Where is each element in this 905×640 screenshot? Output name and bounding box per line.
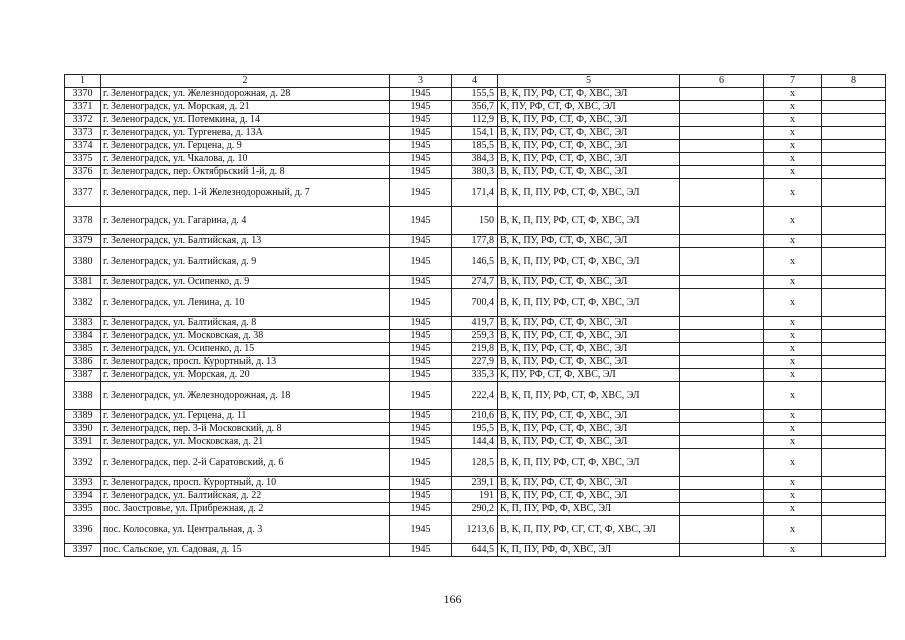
area-cell: 384,3 [452, 153, 498, 166]
col6-cell [680, 101, 764, 114]
year-cell: 1945 [390, 410, 452, 423]
row-number: 3375 [65, 153, 101, 166]
features-cell: В, К, ПУ, РФ, СТ, Ф, ХВС, ЭЛ [498, 436, 680, 449]
col7-cell: x [764, 276, 822, 289]
col8-cell [822, 369, 886, 382]
features-cell: В, К, ПУ, РФ, СТ, Ф, ХВС, ЭЛ [498, 317, 680, 330]
table-row [65, 88, 886, 101]
address-cell: г. Зеленоградск, ул. Тургенева, д. 13А [101, 127, 390, 140]
features-cell: В, К, П, ПУ, РФ, СГ, СТ, Ф, ХВС, ЭЛ [498, 516, 680, 544]
col7-cell: x [764, 544, 822, 557]
year-cell: 1945 [390, 88, 452, 101]
table-row [65, 207, 886, 235]
address-cell: г. Зеленоградск, ул. Морская, д. 21 [101, 101, 390, 114]
address-cell: г. Зеленоградск, ул. Московская, д. 21 [101, 436, 390, 449]
features-cell: В, К, П, ПУ, РФ, СТ, Ф, ХВС, ЭЛ [498, 179, 680, 207]
year-cell: 1945 [390, 449, 452, 477]
table-row [65, 503, 886, 516]
col8-cell [822, 88, 886, 101]
col8-cell [822, 317, 886, 330]
year-cell: 1945 [390, 330, 452, 343]
table-row [65, 140, 886, 153]
address-cell: г. Зеленоградск, ул. Железнодорожная, д. 28 [101, 88, 390, 101]
col7-cell: x [764, 127, 822, 140]
address-cell: г. Зеленоградск, пер. 2-й Саратовский, д. 6 [101, 449, 390, 477]
address-cell: г. Зеленоградск, пер. 1-й Железнодорожный, д. 7 [101, 179, 390, 207]
col6-cell [680, 343, 764, 356]
area-cell: 185,5 [452, 140, 498, 153]
features-cell: В, К, П, ПУ, РФ, СТ, Ф, ХВС, ЭЛ [498, 248, 680, 276]
table-row [65, 369, 886, 382]
col7-cell: x [764, 235, 822, 248]
area-cell: 144,4 [452, 436, 498, 449]
address-cell: г. Зеленоградск, ул. Железнодорожная, д. 18 [101, 382, 390, 410]
col6-cell [680, 330, 764, 343]
row-number: 3396 [65, 516, 101, 544]
area-cell: 227,9 [452, 356, 498, 369]
col7-cell: x [764, 140, 822, 153]
header-cell: 6 [680, 75, 764, 88]
area-cell: 155,5 [452, 88, 498, 101]
row-number: 3393 [65, 477, 101, 490]
col7-cell: x [764, 477, 822, 490]
col7-cell: x [764, 179, 822, 207]
row-number: 3385 [65, 343, 101, 356]
year-cell: 1945 [390, 503, 452, 516]
year-cell: 1945 [390, 544, 452, 557]
table-row [65, 330, 886, 343]
col8-cell [822, 140, 886, 153]
area-cell: 112,9 [452, 114, 498, 127]
area-cell: 259,3 [452, 330, 498, 343]
col6-cell [680, 449, 764, 477]
col6-cell [680, 153, 764, 166]
address-cell: г. Зеленоградск, просп. Курортный, д. 10 [101, 477, 390, 490]
table-row [65, 317, 886, 330]
area-cell: 128,5 [452, 449, 498, 477]
address-cell: г. Зеленоградск, ул. Ленина, д. 10 [101, 289, 390, 317]
row-number: 3388 [65, 382, 101, 410]
address-cell: г. Зеленоградск, ул. Гагарина, д. 4 [101, 207, 390, 235]
year-cell: 1945 [390, 248, 452, 276]
col6-cell [680, 235, 764, 248]
year-cell: 1945 [390, 382, 452, 410]
table-row [65, 356, 886, 369]
row-number: 3395 [65, 503, 101, 516]
housing-table [64, 74, 886, 557]
col7-cell: x [764, 88, 822, 101]
col8-cell [822, 490, 886, 503]
area-cell: 419,7 [452, 317, 498, 330]
col7-cell: x [764, 330, 822, 343]
row-number: 3382 [65, 289, 101, 317]
col8-cell [822, 289, 886, 317]
address-cell: г. Зеленоградск, ул. Осипенко, д. 15 [101, 343, 390, 356]
table-row [65, 449, 886, 477]
table-row [65, 477, 886, 490]
year-cell: 1945 [390, 179, 452, 207]
col6-cell [680, 356, 764, 369]
col7-cell: x [764, 114, 822, 127]
page-number: 166 [443, 592, 462, 606]
col6-cell [680, 369, 764, 382]
col8-cell [822, 248, 886, 276]
features-cell: В, К, ПУ, РФ, СТ, Ф, ХВС, ЭЛ [498, 140, 680, 153]
year-cell: 1945 [390, 516, 452, 544]
row-number: 3373 [65, 127, 101, 140]
col8-cell [822, 101, 886, 114]
area-cell: 171,4 [452, 179, 498, 207]
address-cell: пос. Колосовка, ул. Центральная, д. 3 [101, 516, 390, 544]
table-row [65, 153, 886, 166]
features-cell: В, К, ПУ, РФ, СТ, Ф, ХВС, ЭЛ [498, 127, 680, 140]
features-cell: В, К, ПУ, РФ, СТ, Ф, ХВС, ЭЛ [498, 343, 680, 356]
year-cell: 1945 [390, 166, 452, 179]
area-cell: 219,8 [452, 343, 498, 356]
col7-cell: x [764, 207, 822, 235]
col7-cell: x [764, 516, 822, 544]
row-number: 3371 [65, 101, 101, 114]
row-number: 3380 [65, 248, 101, 276]
col6-cell [680, 114, 764, 127]
col7-cell: x [764, 410, 822, 423]
col7-cell: x [764, 248, 822, 276]
features-cell: К, П, ПУ, РФ, Ф, ХВС, ЭЛ [498, 503, 680, 516]
features-cell: В, К, ПУ, РФ, СТ, Ф, ХВС, ЭЛ [498, 235, 680, 248]
year-cell: 1945 [390, 101, 452, 114]
address-cell: г. Зеленоградск, ул. Осипенко, д. 9 [101, 276, 390, 289]
year-cell: 1945 [390, 289, 452, 317]
row-number: 3387 [65, 369, 101, 382]
col7-cell: x [764, 317, 822, 330]
row-number: 3381 [65, 276, 101, 289]
col8-cell [822, 276, 886, 289]
address-cell: г. Зеленоградск, ул. Морская, д. 20 [101, 369, 390, 382]
col8-cell [822, 207, 886, 235]
header-row [65, 75, 886, 88]
col6-cell [680, 248, 764, 276]
row-number: 3376 [65, 166, 101, 179]
address-cell: г. Зеленоградск, ул. Московская, д. 38 [101, 330, 390, 343]
table-row [65, 114, 886, 127]
col6-cell [680, 166, 764, 179]
col8-cell [822, 410, 886, 423]
year-cell: 1945 [390, 153, 452, 166]
row-number: 3394 [65, 490, 101, 503]
col6-cell [680, 490, 764, 503]
col6-cell [680, 516, 764, 544]
col7-cell: x [764, 153, 822, 166]
header-cell: 3 [390, 75, 452, 88]
table-row [65, 127, 886, 140]
address-cell: г. Зеленоградск, пер. Октябрьский 1-й, д. 8 [101, 166, 390, 179]
col6-cell [680, 410, 764, 423]
area-cell: 1213,6 [452, 516, 498, 544]
col8-cell [822, 477, 886, 490]
address-cell: г. Зеленоградск, ул. Балтийская, д. 9 [101, 248, 390, 276]
row-number: 3386 [65, 356, 101, 369]
col8-cell [822, 343, 886, 356]
address-cell: г. Зеленоградск, пер. 3-й Московский, д. 8 [101, 423, 390, 436]
row-number: 3374 [65, 140, 101, 153]
col8-cell [822, 127, 886, 140]
features-cell: В, К, ПУ, РФ, СТ, Ф, ХВС, ЭЛ [498, 423, 680, 436]
year-cell: 1945 [390, 140, 452, 153]
features-cell: В, К, П, ПУ, РФ, СТ, Ф, ХВС, ЭЛ [498, 289, 680, 317]
row-number: 3397 [65, 544, 101, 557]
area-cell: 644,5 [452, 544, 498, 557]
address-cell: г. Зеленоградск, ул. Герцена, д. 9 [101, 140, 390, 153]
year-cell: 1945 [390, 235, 452, 248]
address-cell: г. Зеленоградск, ул. Балтийская, д. 13 [101, 235, 390, 248]
table-row [65, 289, 886, 317]
row-number: 3378 [65, 207, 101, 235]
features-cell: В, К, П, ПУ, РФ, СТ, Ф, ХВС, ЭЛ [498, 207, 680, 235]
header-cell: 2 [101, 75, 390, 88]
table-row [65, 436, 886, 449]
row-number: 3392 [65, 449, 101, 477]
header-cell: 1 [65, 75, 101, 88]
features-cell: К, ПУ, РФ, СТ, Ф, ХВС, ЭЛ [498, 101, 680, 114]
row-number: 3379 [65, 235, 101, 248]
year-cell: 1945 [390, 317, 452, 330]
features-cell: К, П, ПУ, РФ, Ф, ХВС, ЭЛ [498, 544, 680, 557]
table-row [65, 382, 886, 410]
col6-cell [680, 207, 764, 235]
address-cell: г. Зеленоградск, ул. Потемкина, д. 14 [101, 114, 390, 127]
row-number: 3390 [65, 423, 101, 436]
table-row [65, 410, 886, 423]
col7-cell: x [764, 490, 822, 503]
col8-cell [822, 544, 886, 557]
col7-cell: x [764, 166, 822, 179]
col6-cell [680, 317, 764, 330]
col7-cell: x [764, 423, 822, 436]
row-number: 3383 [65, 317, 101, 330]
col6-cell [680, 88, 764, 101]
table-row [65, 423, 886, 436]
col8-cell [822, 153, 886, 166]
area-cell: 150 [452, 207, 498, 235]
table-row [65, 343, 886, 356]
area-cell: 222,4 [452, 382, 498, 410]
col8-cell [822, 166, 886, 179]
row-number: 3377 [65, 179, 101, 207]
area-cell: 356,7 [452, 101, 498, 114]
features-cell: В, К, ПУ, РФ, СТ, Ф, ХВС, ЭЛ [498, 410, 680, 423]
col6-cell [680, 477, 764, 490]
address-cell: пос. Заостровье, ул. Прибрежная, д. 2 [101, 503, 390, 516]
features-cell: В, К, П, ПУ, РФ, СТ, Ф, ХВС, ЭЛ [498, 449, 680, 477]
area-cell: 380,3 [452, 166, 498, 179]
year-cell: 1945 [390, 356, 452, 369]
address-cell: г. Зеленоградск, ул. Балтийская, д. 22 [101, 490, 390, 503]
year-cell: 1945 [390, 369, 452, 382]
area-cell: 700,4 [452, 289, 498, 317]
year-cell: 1945 [390, 343, 452, 356]
col8-cell [822, 503, 886, 516]
col6-cell [680, 423, 764, 436]
area-cell: 191 [452, 490, 498, 503]
features-cell: В, К, ПУ, РФ, СТ, Ф, ХВС, ЭЛ [498, 114, 680, 127]
col8-cell [822, 436, 886, 449]
table-row [65, 235, 886, 248]
col7-cell: x [764, 343, 822, 356]
area-cell: 210,6 [452, 410, 498, 423]
address-cell: г. Зеленоградск, просп. Курортный, д. 13 [101, 356, 390, 369]
col8-cell [822, 449, 886, 477]
col7-cell: x [764, 436, 822, 449]
area-cell: 239,1 [452, 477, 498, 490]
col8-cell [822, 235, 886, 248]
table-row [65, 516, 886, 544]
area-cell: 274,7 [452, 276, 498, 289]
col8-cell [822, 179, 886, 207]
area-cell: 290,2 [452, 503, 498, 516]
table-row [65, 166, 886, 179]
year-cell: 1945 [390, 423, 452, 436]
year-cell: 1945 [390, 127, 452, 140]
row-number: 3372 [65, 114, 101, 127]
table-row [65, 179, 886, 207]
col6-cell [680, 179, 764, 207]
address-cell: г. Зеленоградск, ул. Герцена, д. 11 [101, 410, 390, 423]
year-cell: 1945 [390, 436, 452, 449]
col6-cell [680, 544, 764, 557]
area-cell: 146,5 [452, 248, 498, 276]
features-cell: В, К, ПУ, РФ, СТ, Ф, ХВС, ЭЛ [498, 356, 680, 369]
col6-cell [680, 436, 764, 449]
col8-cell [822, 330, 886, 343]
table-row [65, 276, 886, 289]
year-cell: 1945 [390, 477, 452, 490]
features-cell: В, К, ПУ, РФ, СТ, Ф, ХВС, ЭЛ [498, 276, 680, 289]
table-body [65, 88, 886, 557]
area-cell: 195,5 [452, 423, 498, 436]
features-cell: В, К, ПУ, РФ, СТ, Ф, ХВС, ЭЛ [498, 166, 680, 179]
table-row [65, 101, 886, 114]
col6-cell [680, 140, 764, 153]
header-cell: 4 [452, 75, 498, 88]
area-cell: 177,8 [452, 235, 498, 248]
col7-cell: x [764, 382, 822, 410]
col7-cell: x [764, 289, 822, 317]
col6-cell [680, 276, 764, 289]
features-cell: В, К, ПУ, РФ, СТ, Ф, ХВС, ЭЛ [498, 88, 680, 101]
header-cell: 7 [764, 75, 822, 88]
col7-cell: x [764, 101, 822, 114]
address-cell: пос. Сальское, ул. Садовая, д. 15 [101, 544, 390, 557]
col6-cell [680, 382, 764, 410]
row-number: 3391 [65, 436, 101, 449]
row-number: 3389 [65, 410, 101, 423]
address-cell: г. Зеленоградск, ул. Чкалова, д. 10 [101, 153, 390, 166]
year-cell: 1945 [390, 490, 452, 503]
col8-cell [822, 114, 886, 127]
col6-cell [680, 127, 764, 140]
col8-cell [822, 382, 886, 410]
features-cell: К, ПУ, РФ, СТ, Ф, ХВС, ЭЛ [498, 369, 680, 382]
year-cell: 1945 [390, 114, 452, 127]
year-cell: 1945 [390, 207, 452, 235]
year-cell: 1945 [390, 276, 452, 289]
table-row [65, 248, 886, 276]
table-row [65, 544, 886, 557]
col6-cell [680, 289, 764, 317]
col8-cell [822, 516, 886, 544]
area-cell: 154,1 [452, 127, 498, 140]
col7-cell: x [764, 356, 822, 369]
address-cell: г. Зеленоградск, ул. Балтийская, д. 8 [101, 317, 390, 330]
features-cell: В, К, ПУ, РФ, СТ, Ф, ХВС, ЭЛ [498, 153, 680, 166]
header-cell: 8 [822, 75, 886, 88]
features-cell: В, К, ПУ, РФ, СТ, Ф, ХВС, ЭЛ [498, 477, 680, 490]
row-number: 3370 [65, 88, 101, 101]
area-cell: 335,3 [452, 369, 498, 382]
col7-cell: x [764, 503, 822, 516]
table-row [65, 490, 886, 503]
col6-cell [680, 503, 764, 516]
features-cell: В, К, П, ПУ, РФ, СТ, Ф, ХВС, ЭЛ [498, 382, 680, 410]
row-number: 3384 [65, 330, 101, 343]
col7-cell: x [764, 369, 822, 382]
features-cell: В, К, ПУ, РФ, СТ, Ф, ХВС, ЭЛ [498, 490, 680, 503]
col8-cell [822, 356, 886, 369]
header-cell: 5 [498, 75, 680, 88]
col8-cell [822, 423, 886, 436]
features-cell: В, К, ПУ, РФ, СТ, Ф, ХВС, ЭЛ [498, 330, 680, 343]
col7-cell: x [764, 449, 822, 477]
